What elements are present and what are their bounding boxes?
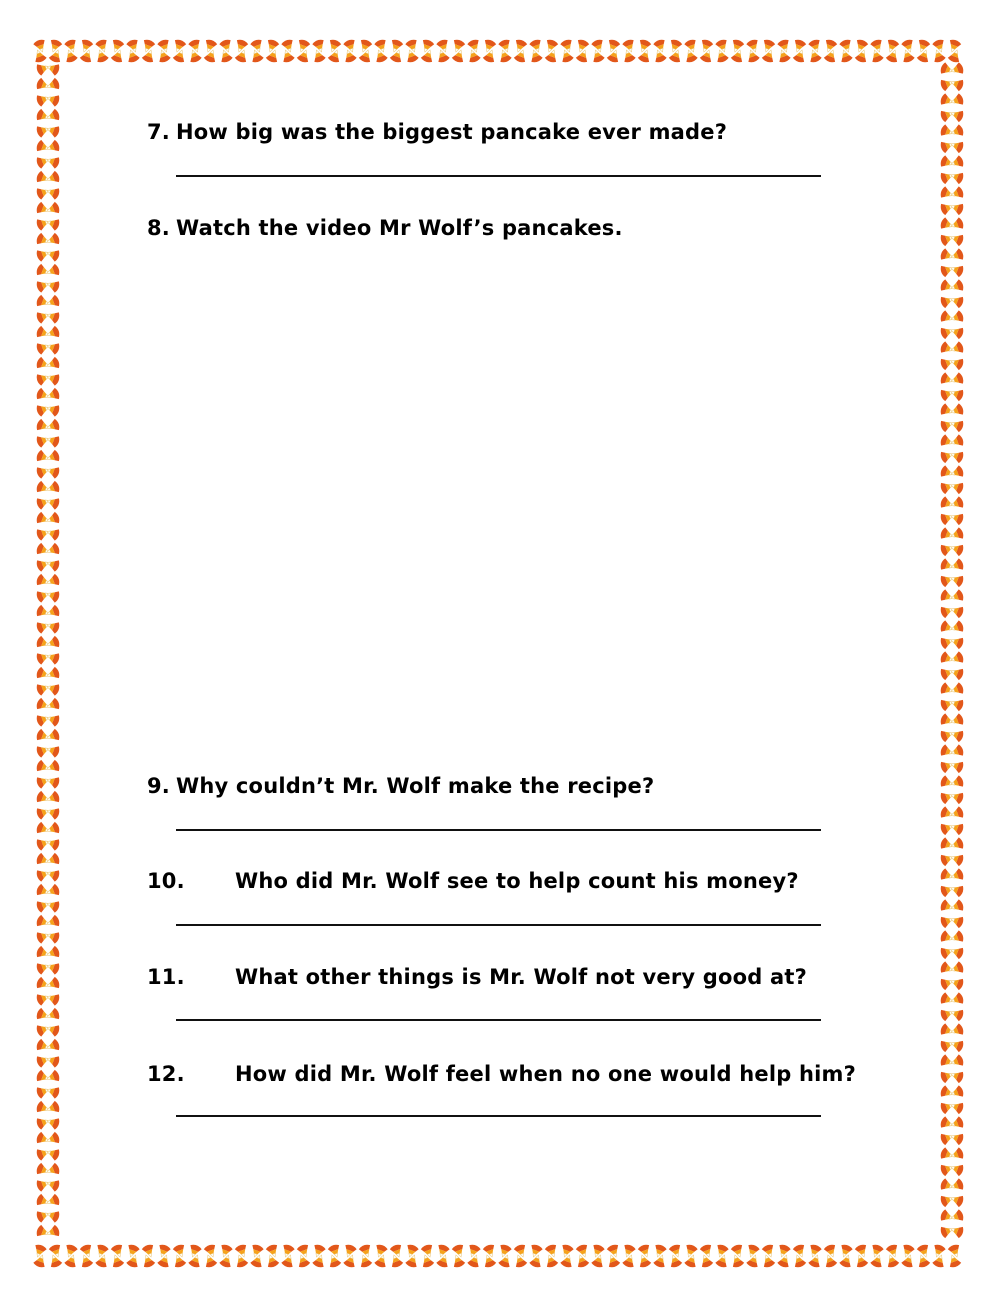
- candy-corn-icon: [900, 48, 916, 64]
- candy-corn-icon: [358, 1243, 374, 1259]
- answer-line-10[interactable]: [176, 924, 821, 926]
- candy-corn-icon: [854, 48, 870, 64]
- candy-corn-icon: [791, 1253, 807, 1269]
- candy-corn-icon: [684, 38, 700, 54]
- candy-corn-icon: [776, 48, 792, 64]
- candy-corn-icon: [729, 1253, 745, 1269]
- candy-corn-icon: [497, 48, 513, 64]
- candy-corn-icon: [157, 1253, 173, 1269]
- candy-corn-icon: [885, 1243, 901, 1259]
- candy-corn-icon: [187, 48, 203, 64]
- candy-corn-icon: [916, 1243, 932, 1259]
- candy-corn-icon: [95, 38, 111, 54]
- candy-corn-icon: [932, 38, 948, 54]
- candy-corn-icon: [683, 1243, 699, 1259]
- candy-corn-icon: [746, 38, 762, 54]
- candy-corn-icon: [838, 1243, 854, 1259]
- candy-corn-icon: [636, 38, 652, 54]
- candy-corn-icon: [574, 1253, 590, 1269]
- candy-corn-icon: [264, 1253, 280, 1269]
- question-text: How big was the biggest pancake ever made?: [176, 120, 728, 144]
- candy-corn-icon: [715, 1253, 731, 1269]
- candy-corn-icon: [450, 1253, 466, 1269]
- candy-corn-icon: [621, 1243, 637, 1259]
- candy-corn-icon: [637, 48, 653, 64]
- candy-corn-icon: [373, 1243, 389, 1259]
- candy-corn-icon: [636, 1253, 652, 1269]
- candy-corn-icon: [234, 1243, 250, 1259]
- candy-corn-icon: [420, 1243, 436, 1259]
- question-number: 12.: [147, 1062, 185, 1086]
- answer-line-11[interactable]: [176, 1019, 821, 1021]
- candy-corn-icon: [637, 1243, 653, 1259]
- candy-corn-icon: [312, 1253, 328, 1269]
- candy-corn-icon: [761, 48, 777, 64]
- candy-corn-icon: [250, 38, 266, 54]
- candy-corn-icon: [884, 38, 900, 54]
- candy-corn-icon: [357, 38, 373, 54]
- candy-corn-icon: [311, 48, 327, 64]
- candy-corn-icon: [668, 1243, 684, 1259]
- candy-corn-icon: [140, 38, 156, 54]
- answer-line-9[interactable]: [176, 829, 821, 831]
- candy-corn-icon: [94, 48, 110, 64]
- question-text: How did Mr. Wolf feel when no one would help him?: [235, 1062, 856, 1086]
- question-9: [147, 774, 654, 798]
- candy-corn-icon: [419, 1253, 435, 1269]
- candy-corn-icon: [435, 1243, 451, 1259]
- candy-corn-icon: [389, 1243, 405, 1259]
- candy-corn-icon: [575, 48, 591, 64]
- candy-corn-icon: [374, 1253, 390, 1269]
- candy-corn-icon: [591, 1253, 607, 1269]
- candy-corn-icon: [110, 48, 126, 64]
- candy-corn-icon: [870, 1253, 886, 1269]
- candy-corn-icon: [32, 48, 48, 64]
- candy-corn-icon: [233, 38, 249, 54]
- candy-corn-icon: [79, 1243, 95, 1259]
- candy-corn-icon: [63, 48, 79, 64]
- candy-corn-icon: [156, 1243, 172, 1259]
- candy-corn-icon: [777, 1253, 793, 1269]
- candy-corn-icon: [699, 1243, 715, 1259]
- candy-corn-icon: [605, 1253, 621, 1269]
- candy-corn-icon: [529, 1253, 545, 1269]
- candy-corn-icon: [714, 48, 730, 64]
- candy-corn-icon: [792, 48, 808, 64]
- candy-corn-icon: [405, 38, 421, 54]
- candy-corn-icon: [296, 1243, 312, 1259]
- candy-corn-icon: [203, 48, 219, 64]
- candy-corn-icon: [745, 48, 761, 64]
- candy-corn-icon: [203, 1243, 219, 1259]
- candy-corn-icon: [884, 1253, 900, 1269]
- candy-corn-icon: [404, 1243, 420, 1259]
- candy-corn-icon: [746, 1253, 762, 1269]
- candy-corn-icon: [171, 38, 187, 54]
- candy-corn-icon: [218, 1243, 234, 1259]
- question-number: 11.: [147, 965, 185, 989]
- candy-corn-icon: [947, 1243, 963, 1259]
- candy-corn-icon: [853, 38, 869, 54]
- candy-corn-icon: [187, 1243, 203, 1259]
- question-number: 7.: [147, 120, 170, 144]
- candy-corn-icon: [544, 1243, 560, 1259]
- candy-corn-icon: [467, 1253, 483, 1269]
- candy-corn-icon: [605, 38, 621, 54]
- question-text: Why couldn’t Mr. Wolf make the recipe?: [176, 774, 655, 798]
- candy-corn-icon: [838, 48, 854, 64]
- candy-corn-icon: [296, 48, 312, 64]
- question-11: [147, 965, 807, 989]
- answer-line-7[interactable]: [176, 175, 821, 177]
- candy-corn-icon: [667, 38, 683, 54]
- candy-corn-icon: [667, 1253, 683, 1269]
- candy-corn-icon: [606, 1243, 622, 1259]
- candy-corn-icon: [528, 48, 544, 64]
- question-text: Who did Mr. Wolf see to help count his money?: [235, 869, 799, 893]
- candy-corn-icon: [219, 1253, 235, 1269]
- candy-corn-icon: [342, 1243, 358, 1259]
- candy-corn-icon: [436, 38, 452, 54]
- candy-corn-icon: [482, 1243, 498, 1259]
- candy-corn-icon: [404, 48, 420, 64]
- candy-corn-icon: [947, 48, 963, 64]
- candy-corn-icon: [901, 38, 917, 54]
- candy-corn-icon: [64, 1253, 80, 1269]
- candy-corn-icon: [467, 38, 483, 54]
- question-10: [147, 869, 799, 893]
- candy-corn-icon: [512, 38, 528, 54]
- candy-corn-icon: [156, 48, 172, 64]
- candy-corn-icon: [932, 1253, 948, 1269]
- candy-corn-icon: [730, 48, 746, 64]
- candy-corn-icon: [157, 38, 173, 54]
- candy-corn-icon: [265, 48, 281, 64]
- candy-corn-icon: [64, 38, 80, 54]
- candy-corn-icon: [172, 48, 188, 64]
- video-area: [176, 260, 821, 740]
- question-8: [147, 216, 623, 240]
- candy-corn-icon: [715, 38, 731, 54]
- candy-corn-icon: [761, 1243, 777, 1259]
- candy-corn-icon: [281, 1253, 297, 1269]
- candy-corn-icon: [140, 1253, 156, 1269]
- candy-corn-icon: [295, 1253, 311, 1269]
- candy-corn-icon: [95, 1253, 111, 1269]
- candy-corn-icon: [652, 1243, 668, 1259]
- candy-corn-icon: [498, 38, 514, 54]
- candy-corn-icon: [326, 38, 342, 54]
- candy-corn-icon: [281, 38, 297, 54]
- candy-corn-icon: [791, 38, 807, 54]
- candy-corn-icon: [698, 38, 714, 54]
- candy-corn-icon: [808, 38, 824, 54]
- candy-corn-icon: [606, 48, 622, 64]
- candy-corn-icon: [374, 38, 390, 54]
- candy-corn-icon: [47, 1253, 63, 1269]
- candy-corn-icon: [451, 48, 467, 64]
- candy-corn-icon: [280, 48, 296, 64]
- candy-corn-icon: [188, 38, 204, 54]
- candy-corn-icon: [218, 48, 234, 64]
- candy-corn-icon: [543, 38, 559, 54]
- candy-corn-icon: [792, 1243, 808, 1259]
- candy-corn-icon: [870, 38, 886, 54]
- candy-corn-icon: [901, 1253, 917, 1269]
- candy-corn-icon: [915, 1253, 931, 1269]
- candy-corn-icon: [405, 1253, 421, 1269]
- candy-corn-icon: [312, 38, 328, 54]
- candy-corn-icon: [32, 1243, 48, 1259]
- candy-corn-icon: [946, 38, 962, 54]
- candy-corn-icon: [513, 1243, 529, 1259]
- candy-corn-icon: [450, 38, 466, 54]
- candy-corn-icon: [653, 38, 669, 54]
- candy-corn-icon: [760, 38, 776, 54]
- candy-corn-icon: [435, 48, 451, 64]
- candy-corn-icon: [78, 38, 94, 54]
- candy-corn-icon: [109, 38, 125, 54]
- candy-corn-icon: [233, 1253, 249, 1269]
- candy-corn-icon: [343, 1253, 359, 1269]
- candy-corn-icon: [249, 1243, 265, 1259]
- candy-corn-icon: [528, 1243, 544, 1259]
- candy-corn-icon: [497, 1243, 513, 1259]
- candy-corn-icon: [250, 1253, 266, 1269]
- candy-corn-icon: [171, 1253, 187, 1269]
- candy-corn-icon: [823, 48, 839, 64]
- candy-corn-icon: [822, 38, 838, 54]
- candy-corn-icon: [560, 1253, 576, 1269]
- candy-corn-icon: [668, 48, 684, 64]
- candy-corn-icon: [529, 38, 545, 54]
- candy-corn-icon: [466, 1243, 482, 1259]
- question-12: [147, 1062, 856, 1086]
- candy-corn-icon: [249, 48, 265, 64]
- candy-corn-icon: [946, 1253, 962, 1269]
- candy-corn-icon: [853, 1253, 869, 1269]
- question-text: What other things is Mr. Wolf not very good at?: [235, 965, 808, 989]
- candy-corn-icon: [807, 48, 823, 64]
- candy-corn-icon: [110, 1243, 126, 1259]
- candy-corn-icon: [916, 48, 932, 64]
- candy-corn-icon: [481, 1253, 497, 1269]
- candy-corn-icon: [839, 1253, 855, 1269]
- candy-corn-icon: [684, 1253, 700, 1269]
- candy-corn-icon: [109, 1253, 125, 1269]
- candy-corn-icon: [729, 38, 745, 54]
- candy-corn-icon: [760, 1253, 776, 1269]
- question-text: Watch the video Mr Wolf’s pancakes.: [176, 216, 623, 240]
- candy-corn-icon: [373, 48, 389, 64]
- candy-corn-icon: [777, 38, 793, 54]
- candy-corn-icon: [326, 1253, 342, 1269]
- candy-corn-icon: [311, 1243, 327, 1259]
- candy-corn-icon: [575, 1243, 591, 1259]
- candy-corn-icon: [652, 48, 668, 64]
- candy-corn-icon: [745, 1243, 761, 1259]
- candy-corn-icon: [265, 1243, 281, 1259]
- question-number: 10.: [147, 869, 185, 893]
- candy-corn-icon: [202, 1253, 218, 1269]
- candy-corn-icon: [343, 38, 359, 54]
- question-number: 9.: [147, 774, 170, 798]
- candy-corn-icon: [280, 1243, 296, 1259]
- candy-corn-icon: [357, 1253, 373, 1269]
- candy-corn-icon: [885, 48, 901, 64]
- candy-corn-icon: [915, 38, 931, 54]
- candy-corn-icon: [79, 48, 95, 64]
- candy-corn-icon: [188, 1253, 204, 1269]
- candy-corn-icon: [591, 38, 607, 54]
- candy-corn-icon: [234, 48, 250, 64]
- candy-corn-icon: [512, 1253, 528, 1269]
- candy-corn-icon: [808, 1253, 824, 1269]
- candy-corn-icon: [900, 1243, 916, 1259]
- candy-corn-icon: [125, 1243, 141, 1259]
- candy-corn-icon: [48, 1243, 64, 1259]
- candy-corn-icon: [776, 1243, 792, 1259]
- candy-corn-icon: [931, 48, 947, 64]
- candy-corn-icon: [590, 1243, 606, 1259]
- candy-corn-icon: [264, 38, 280, 54]
- candy-corn-icon: [48, 48, 64, 64]
- candy-corn-icon: [590, 48, 606, 64]
- candy-corn-icon: [807, 1243, 823, 1259]
- candy-corn-icon: [574, 38, 590, 54]
- candy-corn-icon: [698, 1253, 714, 1269]
- candy-corn-icon: [327, 1243, 343, 1259]
- candy-corn-icon: [559, 48, 575, 64]
- candy-corn-icon: [358, 48, 374, 64]
- candy-corn-icon: [219, 38, 235, 54]
- candy-corn-icon: [63, 1243, 79, 1259]
- candy-corn-icon: [653, 1253, 669, 1269]
- candy-corn-icon: [451, 1243, 467, 1259]
- question-7: [147, 120, 727, 144]
- candy-corn-icon: [822, 1253, 838, 1269]
- candy-corn-icon: [126, 1253, 142, 1269]
- candy-corn-icon: [141, 48, 157, 64]
- candy-corn-icon: [621, 48, 637, 64]
- candy-corn-icon: [543, 1253, 559, 1269]
- candy-corn-icon: [388, 1253, 404, 1269]
- candy-corn-icon: [125, 48, 141, 64]
- answer-line-12[interactable]: [176, 1115, 821, 1117]
- candy-corn-icon: [513, 48, 529, 64]
- candy-corn-icon: [420, 48, 436, 64]
- candy-corn-icon: [295, 38, 311, 54]
- candy-corn-icon: [126, 38, 142, 54]
- candy-corn-icon: [839, 38, 855, 54]
- candy-corn-icon: [482, 48, 498, 64]
- candy-corn-icon: [342, 48, 358, 64]
- candy-corn-icon: [388, 38, 404, 54]
- candy-corn-icon: [544, 48, 560, 64]
- candy-corn-icon: [389, 48, 405, 64]
- candy-corn-icon: [823, 1243, 839, 1259]
- candy-corn-icon: [172, 1243, 188, 1259]
- candy-corn-icon: [327, 48, 343, 64]
- candy-corn-icon: [498, 1253, 514, 1269]
- candy-corn-icon: [141, 1243, 157, 1259]
- candy-corn-icon: [869, 1243, 885, 1259]
- candy-corn-icon: [94, 1243, 110, 1259]
- candy-corn-icon: [47, 38, 63, 54]
- candy-corn-icon: [419, 38, 435, 54]
- candy-corn-icon: [714, 1243, 730, 1259]
- candy-corn-icon: [683, 48, 699, 64]
- candy-corn-icon: [931, 1243, 947, 1259]
- candy-corn-icon: [78, 1253, 94, 1269]
- candy-corn-icon: [481, 38, 497, 54]
- candy-corn-icon: [560, 38, 576, 54]
- candy-corn-icon: [622, 38, 638, 54]
- candy-corn-icon: [559, 1243, 575, 1259]
- candy-corn-icon: [869, 48, 885, 64]
- candy-corn-icon: [854, 1243, 870, 1259]
- candy-corn-icon: [436, 1253, 452, 1269]
- candy-corn-icon: [202, 38, 218, 54]
- candy-corn-icon: [622, 1253, 638, 1269]
- candy-corn-icon: [730, 1243, 746, 1259]
- question-number: 8.: [147, 216, 170, 240]
- candy-corn-icon: [33, 1253, 49, 1269]
- candy-corn-icon: [466, 48, 482, 64]
- candy-corn-icon: [33, 38, 49, 54]
- candy-corn-icon: [699, 48, 715, 64]
